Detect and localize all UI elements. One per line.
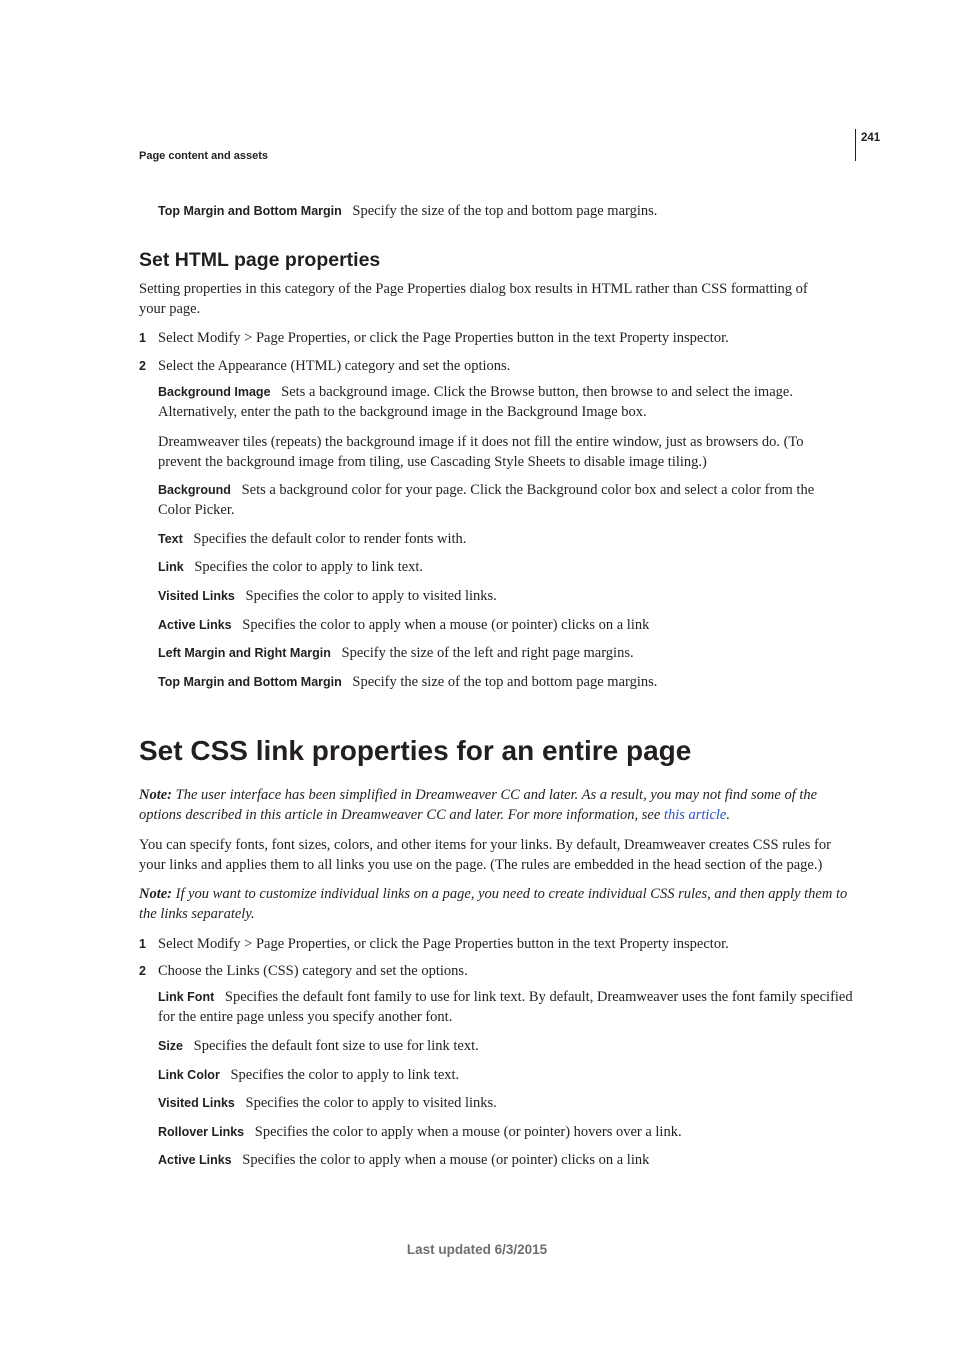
step-text: Choose the Links (CSS) category and set the options. (158, 963, 468, 979)
definition-term: Active Links (158, 1153, 232, 1167)
step-number: 2 (139, 964, 146, 978)
note-label: Note: (139, 787, 173, 803)
definition-item (158, 382, 793, 402)
definition-item (158, 1122, 682, 1142)
definition-term: Background (158, 483, 231, 497)
definition-text: Specifies the color to apply to visited links. (245, 588, 497, 604)
definition-item (158, 1093, 497, 1113)
definition-text: Color Picker. (158, 502, 235, 518)
definition-term: Text (158, 532, 183, 546)
definition-item (158, 1150, 649, 1170)
definition-term: Top Margin and Bottom Margin (158, 675, 342, 689)
definition-text: for the entire page unless you specify another font. (158, 1009, 453, 1025)
paragraph-line: your page. (139, 301, 201, 317)
definition-text: Specifies the default color to render fonts with. (193, 531, 467, 547)
definition-text: Alternatively, enter the path to the background image in the Background Image box. (158, 404, 647, 420)
definition-item (158, 201, 657, 221)
step-text: Select Modify > Page Properties, or click the Page Properties button in the text Property inspector. (158, 330, 729, 346)
definition-term: Link (158, 560, 184, 574)
definition-item (158, 1065, 459, 1085)
definition-text: Specifies the color to apply when a mouse (or pointer) clicks on a link (242, 1152, 650, 1168)
step-number: 2 (139, 359, 146, 373)
definition-item (158, 643, 634, 663)
definition-term: Link Font (158, 990, 215, 1004)
section-heading: Set HTML page properties (139, 249, 381, 271)
definition-term: Rollover Links (158, 1125, 245, 1139)
definition-item (158, 480, 814, 500)
definition-text: Sets a background image. Click the Browse button, then browse to and select the image. (281, 384, 793, 400)
definition-text: Specifies the default font family to use for link text. By default, Dreamweaver uses the font family specified (224, 989, 853, 1005)
definition-text: Sets a background color for your page. Click the Background color box and select a color from the (241, 482, 815, 498)
definition-term: Active Links (158, 618, 232, 632)
note (139, 785, 817, 805)
definition-text: Specify the size of the left and right page margins. (341, 645, 634, 661)
header-rule (855, 129, 856, 161)
definition-item (158, 529, 466, 549)
definition-term: Visited Links (158, 589, 235, 603)
note (139, 805, 730, 825)
definition-term: Background Image (158, 385, 271, 399)
definition-term: Link Color (158, 1068, 220, 1082)
note-text: If you want to customize individual links on a page, you need to create individual CSS rules, and then apply them to (175, 886, 848, 902)
definition-item (158, 615, 649, 635)
footer-last-updated: Last updated 6/3/2015 (406, 1242, 548, 1257)
definition-text: Specifies the color to apply to link text. (230, 1067, 460, 1083)
paragraph-line: your links and applies them to all links you use on the page. (The rules are embedded in the head section of the page.) (139, 857, 823, 873)
step-number: 1 (139, 937, 146, 951)
definition-text: Specifies the color to apply to visited links. (245, 1095, 497, 1111)
definition-text: Specifies the color to apply to link text. (194, 559, 424, 575)
note-text: . (726, 807, 730, 823)
definition-term: Visited Links (158, 1096, 235, 1110)
note-text: The user interface has been simplified in Dreamweaver CC and later. As a result, you may not find some of the (175, 787, 818, 803)
definition-item (158, 586, 497, 606)
definition-item (158, 1036, 479, 1056)
paragraph-line: Setting properties in this category of the Page Properties dialog box results in HTML rather than CSS formatting of (139, 281, 808, 297)
step-number: 1 (139, 331, 146, 345)
note (139, 884, 847, 904)
paragraph-line: You can specify fonts, font sizes, colors, and other items for your links. By default, Dreamweaver creates CSS rules for (139, 837, 831, 853)
note-text: options described in this article in Dreamweaver CC and later. For more information, see (139, 807, 661, 823)
note-label: Note: (139, 886, 173, 902)
definition-text: Specify the size of the top and bottom page margins. (352, 203, 658, 219)
page-number: 241 (861, 132, 881, 144)
step-text: Select Modify > Page Properties, or click the Page Properties button in the text Property inspector. (158, 936, 729, 952)
definition-text: Specifies the color to apply when a mouse (or pointer) clicks on a link (242, 617, 650, 633)
paragraph-line: prevent the background image from tiling, use Cascading Style Sheets to disable image tiling.) (158, 454, 707, 470)
article-link[interactable]: this article (663, 807, 727, 823)
definition-term: Top Margin and Bottom Margin (158, 204, 342, 218)
running-head: Page content and assets (139, 150, 268, 162)
step-text: Select the Appearance (HTML) category and set the options. (158, 358, 511, 374)
definition-item (158, 672, 657, 692)
definition-item (158, 557, 423, 577)
paragraph-line: Dreamweaver tiles (repeats) the background image if it does not fill the entire window, just as browsers do. (To (158, 434, 804, 450)
page-title: Set CSS link properties for an entire page (139, 735, 692, 766)
definition-term: Size (158, 1039, 184, 1053)
definition-text: Specifies the color to apply when a mouse (or pointer) hovers over a link. (254, 1124, 682, 1140)
note-text: the links separately. (139, 906, 255, 922)
definition-item (158, 987, 853, 1007)
definition-text: Specify the size of the top and bottom page margins. (352, 674, 658, 690)
definition-text: Specifies the default font size to use for link text. (193, 1038, 479, 1054)
definition-term: Left Margin and Right Margin (158, 646, 331, 660)
